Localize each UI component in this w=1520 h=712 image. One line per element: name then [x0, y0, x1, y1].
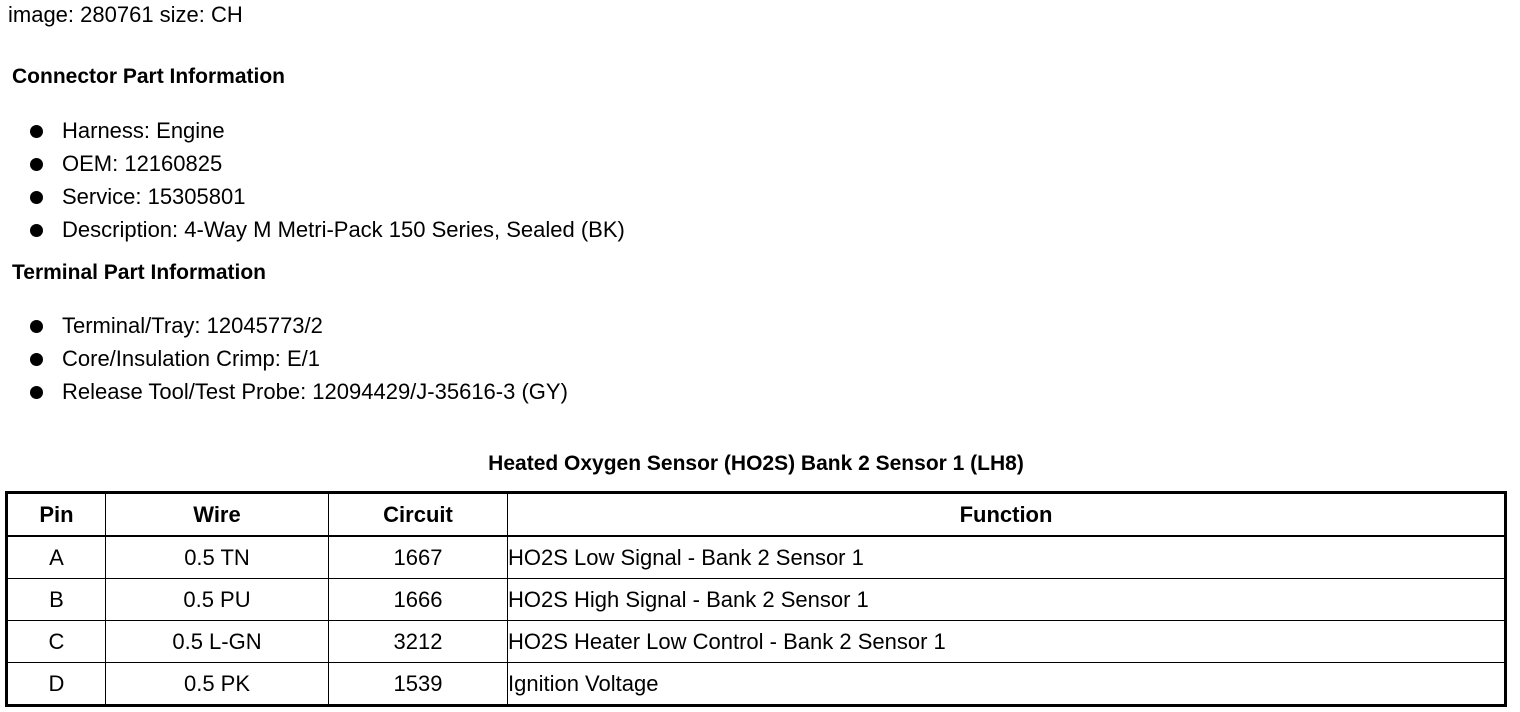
circuit-cell: 3212 [329, 621, 508, 663]
wire-cell: 0.5 TN [106, 536, 329, 579]
list-item-text: Terminal/Tray: 12045773/2 [62, 313, 323, 338]
pin-column-header: Pin [7, 493, 106, 537]
wire-cell: 0.5 PK [106, 663, 329, 706]
bullet-icon [30, 158, 43, 171]
image-header: image: 280761 size: CH [8, 2, 243, 27]
list-item-text: OEM: 12160825 [62, 151, 223, 176]
function-cell: HO2S High Signal - Bank 2 Sensor 1 [508, 579, 1506, 621]
wire-column-header: Wire [106, 493, 329, 537]
function-cell: HO2S Low Signal - Bank 2 Sensor 1 [508, 536, 1506, 579]
list-item-text: Service: 15305801 [62, 184, 246, 209]
list-item-text: Description: 4-Way M Metri-Pack 150 Series, Sealed (BK) [62, 217, 625, 242]
pin-cell: A [7, 536, 106, 579]
wire-cell: 0.5 PU [106, 579, 329, 621]
pin-cell: C [7, 621, 106, 663]
list-item [28, 313, 568, 346]
table-header-row [7, 493, 1506, 537]
pinout-table [5, 491, 1507, 707]
bullet-icon [30, 386, 43, 399]
circuit-cell: 1667 [329, 536, 508, 579]
list-item-text: Release Tool/Test Probe: 12094429/J-35616-3 (GY) [62, 379, 568, 404]
table-row [7, 621, 1506, 663]
table-row [7, 663, 1506, 706]
list-item-text: Core/Insulation Crimp: E/1 [62, 346, 320, 371]
connector-info-title: Connector Part Information [12, 65, 286, 88]
list-item [28, 379, 568, 412]
list-item [28, 151, 625, 184]
connector-info-list [28, 118, 625, 250]
function-column-header: Function [508, 493, 1506, 537]
pin-cell: B [7, 579, 106, 621]
terminal-info-title: Terminal Part Information [12, 261, 266, 284]
function-cell: HO2S Heater Low Control - Bank 2 Sensor 1 [508, 621, 1506, 663]
list-item-text: Harness: Engine [62, 118, 225, 143]
bullet-icon [30, 191, 43, 204]
circuit-column-header: Circuit [329, 493, 508, 537]
table-row [7, 536, 1506, 579]
list-item [28, 184, 625, 217]
list-item [28, 217, 625, 250]
bullet-icon [30, 353, 43, 366]
list-item [28, 346, 568, 379]
function-cell: Ignition Voltage [508, 663, 1506, 706]
bullet-icon [30, 224, 43, 237]
circuit-cell: 1666 [329, 579, 508, 621]
wire-cell: 0.5 L-GN [106, 621, 329, 663]
bullet-icon [30, 125, 43, 138]
circuit-cell: 1539 [329, 663, 508, 706]
bullet-icon [30, 320, 43, 333]
table-row [7, 579, 1506, 621]
terminal-info-list [28, 313, 568, 412]
list-item [28, 118, 625, 151]
pin-cell: D [7, 663, 106, 706]
table-title: Heated Oxygen Sensor (HO2S) Bank 2 Sensor 1 (LH8) [488, 452, 1024, 475]
